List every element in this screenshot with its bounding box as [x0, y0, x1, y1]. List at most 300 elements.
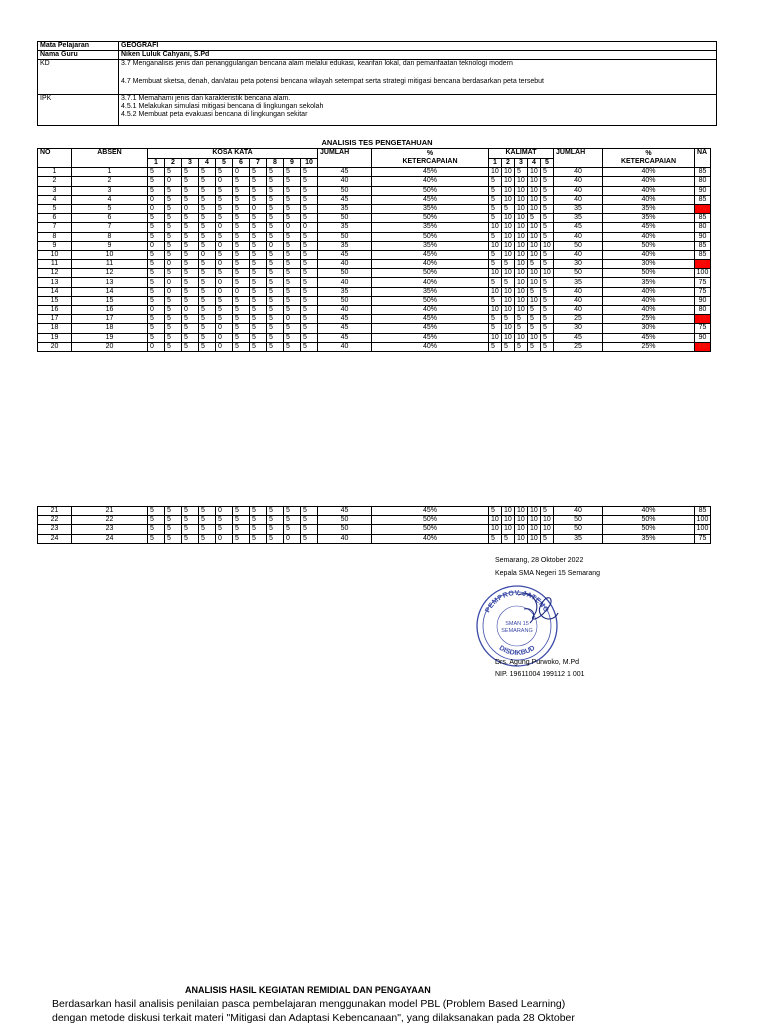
- cell-kosa-kata-score: 5: [165, 534, 182, 543]
- cell-kosa-kata-score: 5: [199, 315, 216, 324]
- cell-kalimat-score: 5: [541, 186, 554, 195]
- cell-no: 14: [38, 287, 72, 296]
- cell-kosa-kata-score: 5: [165, 516, 182, 525]
- cell-kalimat-score: 10: [528, 186, 541, 195]
- cell-jumlah: 35: [318, 223, 372, 232]
- cell-ketercapaian-2: 40%: [603, 195, 695, 204]
- cell-kosa-kata-score: 5: [284, 342, 301, 351]
- cell-kalimat-score: 5: [489, 534, 502, 543]
- cell-kosa-kata-score: 5: [267, 315, 284, 324]
- cell-kosa-kata-score: 5: [165, 342, 182, 351]
- cell-kosa-kata-score: 0: [199, 250, 216, 259]
- cell-kalimat-score: 10: [515, 232, 528, 241]
- cell-kosa-kata-score: 5: [182, 241, 199, 250]
- cell-kalimat-score: 10: [489, 333, 502, 342]
- cell-jumlah-2: 45: [554, 223, 603, 232]
- cell-no: 21: [38, 507, 72, 516]
- cell-kosa-kata-score: 5: [216, 186, 233, 195]
- cell-jumlah-2: 25: [554, 315, 603, 324]
- cell-jumlah-2: 35: [554, 214, 603, 223]
- cell-kosa-kata-score: 5: [182, 232, 199, 241]
- table-row: [38, 168, 711, 177]
- cell-kosa-kata-score: 5: [199, 306, 216, 315]
- cell-jumlah: 40: [318, 306, 372, 315]
- cell-kalimat-score: 10: [502, 186, 515, 195]
- cell-kosa-kata-score: 5: [165, 186, 182, 195]
- kd-line-2: 4.7 Membuat sketsa, denah, dan/atau peta potensi bencana wilayah setempat serta strategi mitigasi bencana berdasarkan peta tersebut: [121, 78, 544, 85]
- cell-kosa-kata-score: 5: [284, 241, 301, 250]
- cell-kosa-kata-score: 0: [216, 287, 233, 296]
- cell-kosa-kata-score: 5: [250, 333, 267, 342]
- cell-kalimat-score: 10: [489, 287, 502, 296]
- cell-kalimat-score: 10: [528, 516, 541, 525]
- cell-kosa-kata-score: 5: [148, 507, 165, 516]
- cell-kosa-kata-score: 0: [301, 223, 318, 232]
- cell-kosa-kata-score: 5: [250, 168, 267, 177]
- cell-kosa-kata-score: 5: [301, 177, 318, 186]
- table-row: [38, 315, 711, 324]
- cell-kalimat-score: 10: [528, 168, 541, 177]
- cell-kosa-kata-score: 5: [301, 306, 318, 315]
- cell-kalimat-score: 10: [515, 214, 528, 223]
- cell-absen: 23: [72, 525, 148, 534]
- cell-kalimat-score: 10: [489, 241, 502, 250]
- cell-jumlah: 40: [318, 177, 372, 186]
- cell-na: 90: [695, 296, 711, 305]
- cell-kosa-kata-score: 5: [267, 168, 284, 177]
- kosa-kata-number: 9: [284, 158, 301, 168]
- cell-jumlah-2: 35: [554, 278, 603, 287]
- cell-absen: 18: [72, 324, 148, 333]
- cell-no: 17: [38, 315, 72, 324]
- cell-jumlah-2: 50: [554, 241, 603, 250]
- cell-kosa-kata-score: 5: [216, 525, 233, 534]
- cell-kalimat-score: 10: [489, 168, 502, 177]
- cell-no: 9: [38, 241, 72, 250]
- header-jumlah: JUMLAH: [318, 149, 372, 168]
- cell-absen: 17: [72, 315, 148, 324]
- cell-absen: 21: [72, 507, 148, 516]
- cell-kosa-kata-score: 5: [233, 241, 250, 250]
- cell-kosa-kata-score: 5: [182, 260, 199, 269]
- cell-kalimat-score: 10: [502, 324, 515, 333]
- cell-kosa-kata-score: 0: [216, 260, 233, 269]
- cell-kalimat-score: 5: [541, 278, 554, 287]
- cell-kalimat-score: 10: [528, 333, 541, 342]
- cell-kalimat-score: 5: [541, 324, 554, 333]
- cell-kalimat-score: 5: [541, 534, 554, 543]
- cell-kosa-kata-score: 5: [148, 525, 165, 534]
- cell-kosa-kata-score: 5: [216, 195, 233, 204]
- cell-jumlah: 45: [318, 168, 372, 177]
- cell-kosa-kata-score: 5: [182, 525, 199, 534]
- cell-kalimat-score: 5: [489, 296, 502, 305]
- cell-ketercapaian: 35%: [372, 241, 489, 250]
- cell-kosa-kata-score: 0: [148, 342, 165, 351]
- cell-absen: 8: [72, 232, 148, 241]
- svg-text:DISDIKBUD: [498, 645, 537, 657]
- cell-kalimat-score: 5: [541, 223, 554, 232]
- cell-kosa-kata-score: 5: [284, 195, 301, 204]
- cell-absen: 12: [72, 269, 148, 278]
- cell-ketercapaian: 35%: [372, 204, 489, 213]
- cell-kosa-kata-score: 5: [182, 534, 199, 543]
- cell-kalimat-score: 10: [528, 177, 541, 186]
- cell-absen: 1: [72, 168, 148, 177]
- cell-absen: 15: [72, 296, 148, 305]
- cell-kosa-kata-score: 5: [182, 168, 199, 177]
- cell-kosa-kata-score: 5: [148, 232, 165, 241]
- cell-kosa-kata-score: 5: [267, 204, 284, 213]
- cell-ketercapaian-2: 50%: [603, 516, 695, 525]
- signature-position: Kepala SMA Negeri 15 Semarang: [495, 570, 601, 577]
- cell-ketercapaian: 40%: [372, 534, 489, 543]
- cell-kalimat-score: 10: [515, 306, 528, 315]
- cell-kosa-kata-score: 0: [165, 278, 182, 287]
- cell-kosa-kata-score: 5: [182, 195, 199, 204]
- cell-kosa-kata-score: 5: [301, 525, 318, 534]
- cell-kalimat-score: 5: [489, 507, 502, 516]
- cell-kosa-kata-score: 0: [233, 168, 250, 177]
- cell-absen: 10: [72, 250, 148, 259]
- kosa-kata-number: 2: [165, 158, 182, 168]
- cell-kosa-kata-score: 5: [199, 342, 216, 351]
- table-row: [38, 516, 711, 525]
- cell-kalimat-score: 10: [502, 333, 515, 342]
- cell-ketercapaian: 50%: [372, 525, 489, 534]
- stamp-bottom-text: DISDIKBUD: [497, 644, 537, 658]
- kd-label: KD: [38, 60, 119, 95]
- cell-no: 3: [38, 186, 72, 195]
- cell-jumlah: 50: [318, 186, 372, 195]
- kosa-kata-number: 4: [199, 158, 216, 168]
- cell-kosa-kata-score: 0: [216, 324, 233, 333]
- cell-kosa-kata-score: 0: [165, 287, 182, 296]
- cell-kosa-kata-score: 5: [148, 296, 165, 305]
- cell-kosa-kata-score: 5: [250, 342, 267, 351]
- cell-jumlah-2: 35: [554, 534, 603, 543]
- cell-kalimat-score: 5: [515, 168, 528, 177]
- cell-kosa-kata-score: 5: [199, 287, 216, 296]
- cell-kalimat-score: 10: [541, 269, 554, 278]
- cell-no: 1: [38, 168, 72, 177]
- cell-kosa-kata-score: 5: [301, 333, 318, 342]
- cell-kosa-kata-score: 5: [199, 516, 216, 525]
- cell-kosa-kata-score: 5: [250, 534, 267, 543]
- cell-ketercapaian-2: 25%: [603, 342, 695, 351]
- cell-no: 12: [38, 269, 72, 278]
- cell-kosa-kata-score: 5: [284, 507, 301, 516]
- table-row: [38, 250, 711, 259]
- cell-kosa-kata-score: 5: [250, 186, 267, 195]
- cell-ketercapaian-2: 30%: [603, 260, 695, 269]
- cell-kosa-kata-score: 5: [284, 186, 301, 195]
- cell-ketercapaian: 50%: [372, 214, 489, 223]
- cell-kalimat-score: 5: [541, 333, 554, 342]
- cell-kalimat-score: 10: [502, 223, 515, 232]
- cell-kosa-kata-score: 5: [233, 204, 250, 213]
- cell-jumlah-2: 40: [554, 232, 603, 241]
- cell-na: 85: [695, 168, 711, 177]
- cell-jumlah-2: 40: [554, 195, 603, 204]
- cell-jumlah: 45: [318, 507, 372, 516]
- remedial-paragraph-line-2: dengan metode diskusi terkait materi "Mitigasi dan Adaptasi Kebencanaan", yang dilaksanakan pada 28 Oktober: [52, 1012, 575, 1024]
- cell-no: 18: [38, 324, 72, 333]
- cell-kalimat-score: 10: [489, 269, 502, 278]
- cell-kalimat-score: 10: [515, 269, 528, 278]
- cell-kalimat-score: 10: [515, 287, 528, 296]
- cell-no: 6: [38, 214, 72, 223]
- cell-jumlah: 45: [318, 250, 372, 259]
- cell-ketercapaian-2: 25%: [603, 315, 695, 324]
- cell-kosa-kata-score: 5: [182, 324, 199, 333]
- cell-absen: 3: [72, 186, 148, 195]
- cell-kosa-kata-score: 5: [182, 507, 199, 516]
- cell-ketercapaian-2: 50%: [603, 525, 695, 534]
- cell-jumlah: 40: [318, 260, 372, 269]
- cell-kosa-kata-score: 5: [267, 534, 284, 543]
- cell-kosa-kata-score: 5: [301, 296, 318, 305]
- cell-kosa-kata-score: 5: [216, 296, 233, 305]
- table-row: [38, 534, 711, 543]
- cell-kalimat-score: 5: [489, 232, 502, 241]
- cell-kosa-kata-score: 5: [284, 250, 301, 259]
- cell-jumlah-2: 40: [554, 287, 603, 296]
- cell-jumlah: 45: [318, 333, 372, 342]
- cell-kosa-kata-score: 5: [148, 269, 165, 278]
- cell-jumlah-2: 45: [554, 333, 603, 342]
- cell-kosa-kata-score: 5: [148, 287, 165, 296]
- kosa-kata-number: 6: [233, 158, 250, 168]
- cell-kosa-kata-score: 5: [165, 525, 182, 534]
- cell-kosa-kata-score: 5: [199, 186, 216, 195]
- cell-kosa-kata-score: 5: [267, 269, 284, 278]
- cell-kosa-kata-score: 5: [165, 195, 182, 204]
- cell-jumlah: 50: [318, 269, 372, 278]
- cell-kalimat-score: 5: [502, 278, 515, 287]
- cell-kalimat-score: 5: [541, 232, 554, 241]
- cell-jumlah-2: 40: [554, 306, 603, 315]
- cell-kalimat-score: 10: [541, 241, 554, 250]
- cell-kalimat-score: 5: [489, 195, 502, 204]
- cell-kosa-kata-score: 5: [233, 177, 250, 186]
- cell-kosa-kata-score: 5: [250, 241, 267, 250]
- kosa-kata-number: 7: [250, 158, 267, 168]
- cell-kosa-kata-score: 0: [284, 315, 301, 324]
- cell-kosa-kata-score: 5: [165, 269, 182, 278]
- cell-ketercapaian: 50%: [372, 232, 489, 241]
- cell-kosa-kata-score: 5: [233, 296, 250, 305]
- cell-absen: 14: [72, 287, 148, 296]
- cell-kosa-kata-score: 5: [233, 269, 250, 278]
- kalimat-number: 4: [528, 158, 541, 168]
- cell-kosa-kata-score: 5: [199, 507, 216, 516]
- cell-kosa-kata-score: 5: [267, 250, 284, 259]
- cell-kalimat-score: 5: [502, 260, 515, 269]
- cell-kalimat-score: 5: [528, 342, 541, 351]
- cell-kosa-kata-score: 5: [301, 204, 318, 213]
- cell-kalimat-score: 10: [528, 269, 541, 278]
- cell-kalimat-score: 10: [502, 177, 515, 186]
- cell-kalimat-score: 10: [502, 269, 515, 278]
- cell-kalimat-score: 10: [502, 195, 515, 204]
- cell-kalimat-score: 5: [515, 324, 528, 333]
- cell-kosa-kata-score: 5: [216, 250, 233, 259]
- cell-kalimat-score: 5: [541, 507, 554, 516]
- cell-na: 75: [695, 287, 711, 296]
- cell-kosa-kata-score: 5: [284, 333, 301, 342]
- cell-kosa-kata-score: 5: [199, 296, 216, 305]
- cell-kosa-kata-score: 5: [182, 315, 199, 324]
- cell-kalimat-score: 5: [528, 260, 541, 269]
- cell-kalimat-score: 10: [502, 214, 515, 223]
- cell-na: 85: [695, 250, 711, 259]
- cell-kosa-kata-score: 5: [233, 278, 250, 287]
- cell-na: 100: [695, 525, 711, 534]
- cell-kosa-kata-score: 0: [148, 204, 165, 213]
- cell-kalimat-score: 5: [541, 306, 554, 315]
- cell-kalimat-score: 10: [515, 534, 528, 543]
- cell-kalimat-score: 10: [515, 177, 528, 186]
- cell-kosa-kata-score: 5: [216, 516, 233, 525]
- table-row: [38, 195, 711, 204]
- kosa-kata-number: 1: [148, 158, 165, 168]
- cell-kosa-kata-score: 5: [182, 214, 199, 223]
- remedial-title: ANALISIS HASIL KEGIATAN REMIDIAL DAN PENGAYAAN: [185, 985, 431, 995]
- cell-ketercapaian: 40%: [372, 306, 489, 315]
- cell-kalimat-score: 10: [515, 223, 528, 232]
- cell-ketercapaian: 45%: [372, 250, 489, 259]
- cell-kosa-kata-score: 5: [182, 333, 199, 342]
- cell-kalimat-score: 10: [502, 525, 515, 534]
- cell-kosa-kata-score: 5: [250, 223, 267, 232]
- cell-jumlah: 50: [318, 525, 372, 534]
- cell-kalimat-score: 10: [528, 195, 541, 204]
- cell-kosa-kata-score: 5: [233, 516, 250, 525]
- kalimat-number: 2: [502, 158, 515, 168]
- cell-no: 16: [38, 306, 72, 315]
- kd-line-1: 3.7 Menganalisis jenis dan penanggulangan bencana alam melalui edukasi, kearifan lokal, dan pemanfaatan teknologi modern: [121, 60, 513, 67]
- cell-kosa-kata-score: 5: [233, 333, 250, 342]
- cell-kosa-kata-score: 5: [233, 214, 250, 223]
- cell-kosa-kata-score: 0: [216, 333, 233, 342]
- cell-ketercapaian: 45%: [372, 195, 489, 204]
- cell-kosa-kata-score: 5: [284, 260, 301, 269]
- table-row: [38, 296, 711, 305]
- cell-kalimat-score: 5: [541, 177, 554, 186]
- cell-kosa-kata-score: 5: [233, 315, 250, 324]
- cell-kosa-kata-score: 5: [267, 278, 284, 287]
- cell-kosa-kata-score: 5: [267, 516, 284, 525]
- cell-kosa-kata-score: 5: [148, 516, 165, 525]
- cell-kosa-kata-score: 5: [267, 214, 284, 223]
- header-row-1: [38, 149, 711, 159]
- info-table: [37, 41, 717, 126]
- cell-kosa-kata-score: 5: [216, 232, 233, 241]
- cell-kosa-kata-score: 5: [284, 269, 301, 278]
- header-pct-2: %: [645, 150, 652, 158]
- cell-kosa-kata-score: 5: [284, 287, 301, 296]
- cell-kosa-kata-score: 5: [199, 177, 216, 186]
- table-row: [38, 214, 711, 223]
- score-table-continued-body: [38, 507, 711, 544]
- cell-kalimat-score: 5: [541, 214, 554, 223]
- cell-kosa-kata-score: 5: [199, 260, 216, 269]
- mapel-value: GEOGRAFI: [119, 42, 717, 51]
- cell-absen: 7: [72, 223, 148, 232]
- cell-na: 65: [695, 342, 711, 351]
- cell-kosa-kata-score: 5: [148, 186, 165, 195]
- cell-kosa-kata-score: 5: [233, 260, 250, 269]
- cell-kosa-kata-score: 5: [148, 324, 165, 333]
- cell-kalimat-score: 10: [528, 507, 541, 516]
- cell-na: 100: [695, 516, 711, 525]
- cell-jumlah: 35: [318, 287, 372, 296]
- cell-na: 80: [695, 306, 711, 315]
- cell-kosa-kata-score: 5: [250, 260, 267, 269]
- cell-kosa-kata-score: 5: [216, 168, 233, 177]
- cell-kosa-kata-score: 5: [199, 333, 216, 342]
- cell-kosa-kata-score: 5: [182, 296, 199, 305]
- cell-kalimat-score: 5: [489, 204, 502, 213]
- cell-no: 23: [38, 525, 72, 534]
- cell-kalimat-score: 10: [515, 516, 528, 525]
- cell-kosa-kata-score: 5: [301, 287, 318, 296]
- cell-no: 20: [38, 342, 72, 351]
- cell-kosa-kata-score: 5: [165, 324, 182, 333]
- cell-ketercapaian: 50%: [372, 186, 489, 195]
- cell-kosa-kata-score: 5: [267, 287, 284, 296]
- cell-jumlah: 35: [318, 204, 372, 213]
- cell-kosa-kata-score: 5: [301, 315, 318, 324]
- table-row: [38, 241, 711, 250]
- cell-kosa-kata-score: 5: [148, 315, 165, 324]
- cell-kalimat-score: 10: [515, 525, 528, 534]
- cell-ketercapaian-2: 50%: [603, 269, 695, 278]
- cell-jumlah: 45: [318, 195, 372, 204]
- ipk-line-1: 3.7.1 Memahami jenis dan karakteristik bencana alam.: [121, 95, 291, 102]
- cell-ketercapaian-2: 40%: [603, 177, 695, 186]
- cell-no: 8: [38, 232, 72, 241]
- cell-kosa-kata-score: 5: [165, 223, 182, 232]
- cell-kalimat-score: 5: [502, 342, 515, 351]
- cell-kosa-kata-score: 5: [301, 516, 318, 525]
- cell-kosa-kata-score: 5: [250, 269, 267, 278]
- guru-label: Nama Guru: [38, 51, 119, 60]
- cell-kalimat-score: 10: [528, 534, 541, 543]
- cell-absen: 16: [72, 306, 148, 315]
- table-row: [38, 232, 711, 241]
- cell-kalimat-score: 10: [502, 168, 515, 177]
- cell-kosa-kata-score: 5: [250, 306, 267, 315]
- cell-kosa-kata-score: 5: [301, 168, 318, 177]
- cell-kosa-kata-score: 5: [250, 296, 267, 305]
- cell-kosa-kata-score: 5: [267, 260, 284, 269]
- cell-kosa-kata-score: 5: [216, 306, 233, 315]
- cell-kosa-kata-score: 5: [267, 223, 284, 232]
- cell-kosa-kata-score: 5: [216, 214, 233, 223]
- cell-kosa-kata-score: 5: [199, 525, 216, 534]
- table-row: [38, 278, 711, 287]
- cell-kosa-kata-score: 5: [301, 534, 318, 543]
- cell-kalimat-score: 10: [528, 525, 541, 534]
- cell-ketercapaian-2: 40%: [603, 232, 695, 241]
- cell-kosa-kata-score: 5: [233, 195, 250, 204]
- cell-na: 100: [695, 269, 711, 278]
- cell-kosa-kata-score: 5: [165, 250, 182, 259]
- cell-kalimat-score: 5: [502, 204, 515, 213]
- cell-kosa-kata-score: 5: [267, 232, 284, 241]
